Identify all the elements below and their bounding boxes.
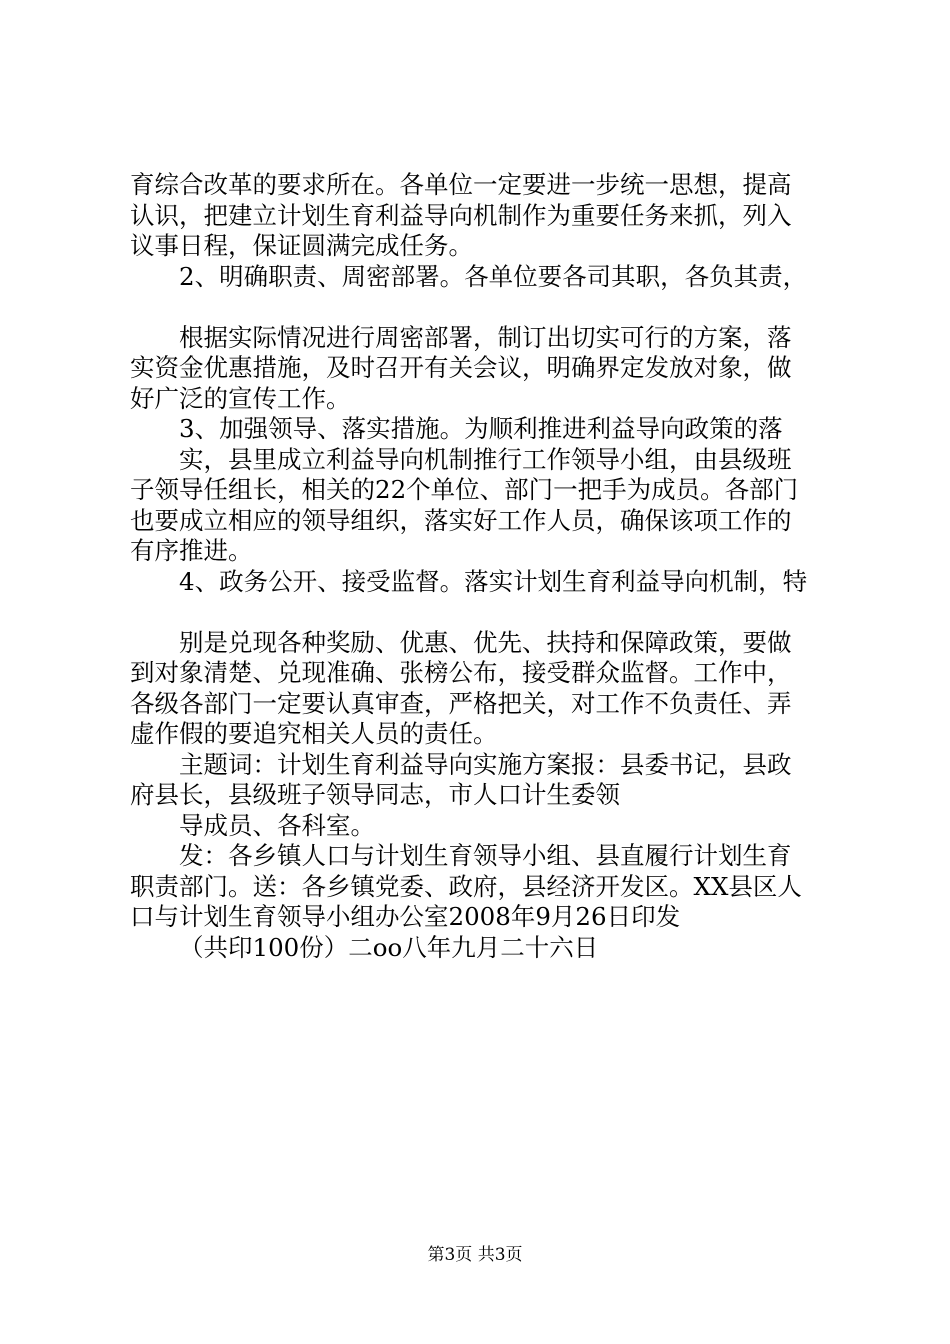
text-line-16: 各级各部门一定要认真审查，严格把关，对工作不负责任、弄 xyxy=(130,688,792,718)
text-line-18: 主题词：计划生育利益导向实施方案报：县委书记，县政 xyxy=(179,749,792,779)
page-number: 第3页 共3页 xyxy=(427,1245,523,1265)
text-line-7: 好广泛的宣传工作。 xyxy=(130,383,351,413)
text-line-10: 子领导任组长，相关的22个单位、部门一把手为成员。各部门 xyxy=(130,475,799,504)
text-line-22: 职责部门。送：各乡镇党委、政府，县经济开发区。XX县区人 xyxy=(130,871,802,901)
text-line-12: 有序推进。 xyxy=(130,536,253,565)
text-line-9: 实，县里成立利益导向机制推行工作领导小组，由县级班 xyxy=(179,444,792,474)
text-line-14: 别是兑现各种奖励、优惠、优先、扶持和保障政策，要做 xyxy=(179,627,792,657)
text-line-19: 府县长，县级班子领导同志，市人口计生委领 xyxy=(130,780,620,809)
text-line-11: 也要成立相应的领导组织，落实好工作人员，确保该项工作的 xyxy=(130,505,792,535)
text-line-23: 口与计划生育领导小组办公室2008年9月26日印发 xyxy=(130,902,681,931)
text-line-2: 认识，把建立计划生育利益导向机制作为重要任务来抓，列入 xyxy=(130,200,792,230)
text-line-24: （共印100份）二oo八年九月二十六日 xyxy=(179,932,599,962)
text-line-4: 2、明确职责、周密部署。各单位要各司其职，各负其责， xyxy=(179,261,808,291)
text-line-13: 4、政务公开、接受监督。落实计划生育利益导向机制，特 xyxy=(179,566,808,596)
text-line-17: 虚作假的要追究相关人员的责任。 xyxy=(130,719,498,748)
document-body xyxy=(130,170,830,963)
page-footer xyxy=(0,1245,950,1265)
text-line-8: 3、加强领导、落实措施。为顺利推进利益导向政策的落 xyxy=(179,414,783,443)
text-line-6: 实资金优惠措施，及时召开有关会议，明确界定发放对象，做 xyxy=(130,353,792,382)
text-line-15: 到对象清楚、兑现准确、张榜公布，接受群众监督。工作中， xyxy=(130,658,792,687)
text-line-20: 导成员、各科室。 xyxy=(179,810,375,840)
text-line-1: 育综合改革的要求所在。各单位一定要进一步统一思想，提高 xyxy=(130,170,792,199)
text-line-3: 议事日程，保证圆满完成任务。 xyxy=(130,231,473,260)
text-line-5: 根据实际情况进行周密部署，制订出切实可行的方案，落 xyxy=(179,322,792,352)
text-line-21: 发：各乡镇人口与计划生育领导小组、县直履行计划生育 xyxy=(179,841,792,870)
